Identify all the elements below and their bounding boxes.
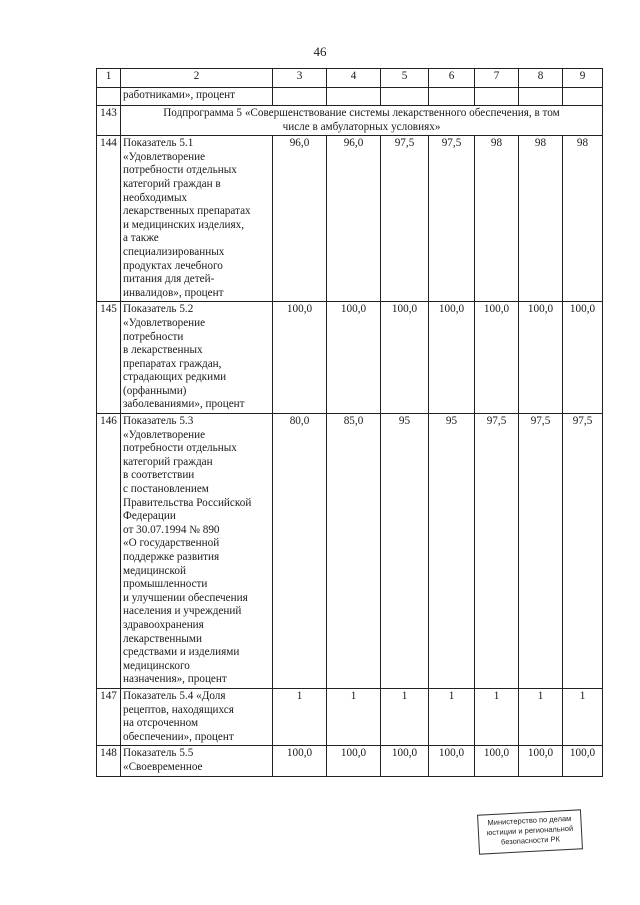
empty-cell [429,88,475,106]
indicator-row [97,688,603,745]
indicator-value: 80,0 [273,414,327,689]
indicator-description: Показатель 5.1 «Удовлетворение потребности отдельных категорий граждан в необходимых лекарственных препаратах и медицинских изделиях, а также специализированных продуктах лечебного питания для детей- инвалидов», процент [121,136,273,302]
indicator-value: 97,5 [381,136,429,302]
column-header: 5 [381,69,429,88]
empty-cell [97,88,121,106]
empty-cell [475,88,519,106]
indicator-value: 97,5 [563,414,603,689]
stamp-line: юстиции и региональной [486,823,574,838]
row-number: 146 [97,414,121,689]
stamp-line: безопасности РК [500,834,561,847]
indicator-value: 100,0 [519,746,563,776]
indicator-value: 100,0 [475,302,519,414]
indicator-row [97,136,603,302]
column-header: 3 [273,69,327,88]
column-header: 8 [519,69,563,88]
row-number: 145 [97,302,121,414]
indicator-value: 1 [475,688,519,745]
page-number: 46 [313,44,327,59]
indicator-value: 100,0 [475,746,519,776]
indicator-value: 100,0 [327,302,381,414]
indicator-value: 100,0 [519,302,563,414]
indicator-value: 98 [563,136,603,302]
indicator-row [97,414,603,689]
subprogram-title: Подпрограмма 5 «Совершенствование системы лекарственного обеспечения, в том числе в амбулаторных условиях» [121,106,603,136]
continuation-text: работниками», процент [121,88,273,106]
indicator-description: Показатель 5.4 «Доля рецептов, находящихся на отсроченном обеспечении», процент [121,688,273,745]
empty-cell [273,88,327,106]
empty-cell [327,88,381,106]
indicator-value: 1 [519,688,563,745]
indicator-value: 1 [327,688,381,745]
indicator-value: 97,5 [429,136,475,302]
indicator-value: 100,0 [429,302,475,414]
empty-cell [381,88,429,106]
empty-cell [563,88,603,106]
indicator-value: 97,5 [519,414,563,689]
indicator-description: Показатель 5.3 «Удовлетворение потребности отдельных категорий граждан в соответствии с постановлением Правительства Российской Федерации от 30.07.1994 № 890 «О государственной поддержке развития медицинской промышленности и улучшении обеспечения населения и учреждений здравоохранения лекарственными средствами и изделиями медицинского назначения», процент [121,414,273,689]
indicator-description: Показатель 5.5 «Своевременное [121,746,273,776]
indicator-value: 97,5 [475,414,519,689]
column-header: 7 [475,69,519,88]
stamp-line: Министерство по делам [487,813,572,828]
indicator-value: 100,0 [563,746,603,776]
row-number: 143 [97,106,121,136]
indicator-value: 100,0 [381,746,429,776]
empty-cell [519,88,563,106]
indicator-value: 100,0 [273,302,327,414]
indicator-value: 98 [475,136,519,302]
indicator-description: Показатель 5.2 «Удовлетворение потребности в лекарственных препаратах граждан, страдающих редкими (орфанными) заболеваниями», процент [121,302,273,414]
indicator-row [97,302,603,414]
indicator-value: 100,0 [327,746,381,776]
row-number: 148 [97,746,121,776]
indicator-value: 98 [519,136,563,302]
column-header: 9 [563,69,603,88]
subprogram-row [97,106,603,136]
indicator-value: 96,0 [273,136,327,302]
column-header: 2 [121,69,273,88]
indicator-row [97,746,603,776]
column-header: 4 [327,69,381,88]
continuation-row [97,88,603,106]
indicators-table [96,68,603,777]
indicator-value: 100,0 [429,746,475,776]
row-number: 144 [97,136,121,302]
header-row [97,69,603,88]
indicator-value: 1 [429,688,475,745]
indicator-value: 85,0 [327,414,381,689]
registration-stamp [477,809,583,854]
column-header: 1 [97,69,121,88]
row-number: 147 [97,688,121,745]
indicator-value: 100,0 [563,302,603,414]
indicator-value: 95 [381,414,429,689]
indicator-value: 100,0 [381,302,429,414]
indicator-value: 1 [563,688,603,745]
indicator-value: 96,0 [327,136,381,302]
indicator-value: 1 [273,688,327,745]
indicator-value: 95 [429,414,475,689]
indicator-value: 100,0 [273,746,327,776]
indicator-value: 1 [381,688,429,745]
column-header: 6 [429,69,475,88]
